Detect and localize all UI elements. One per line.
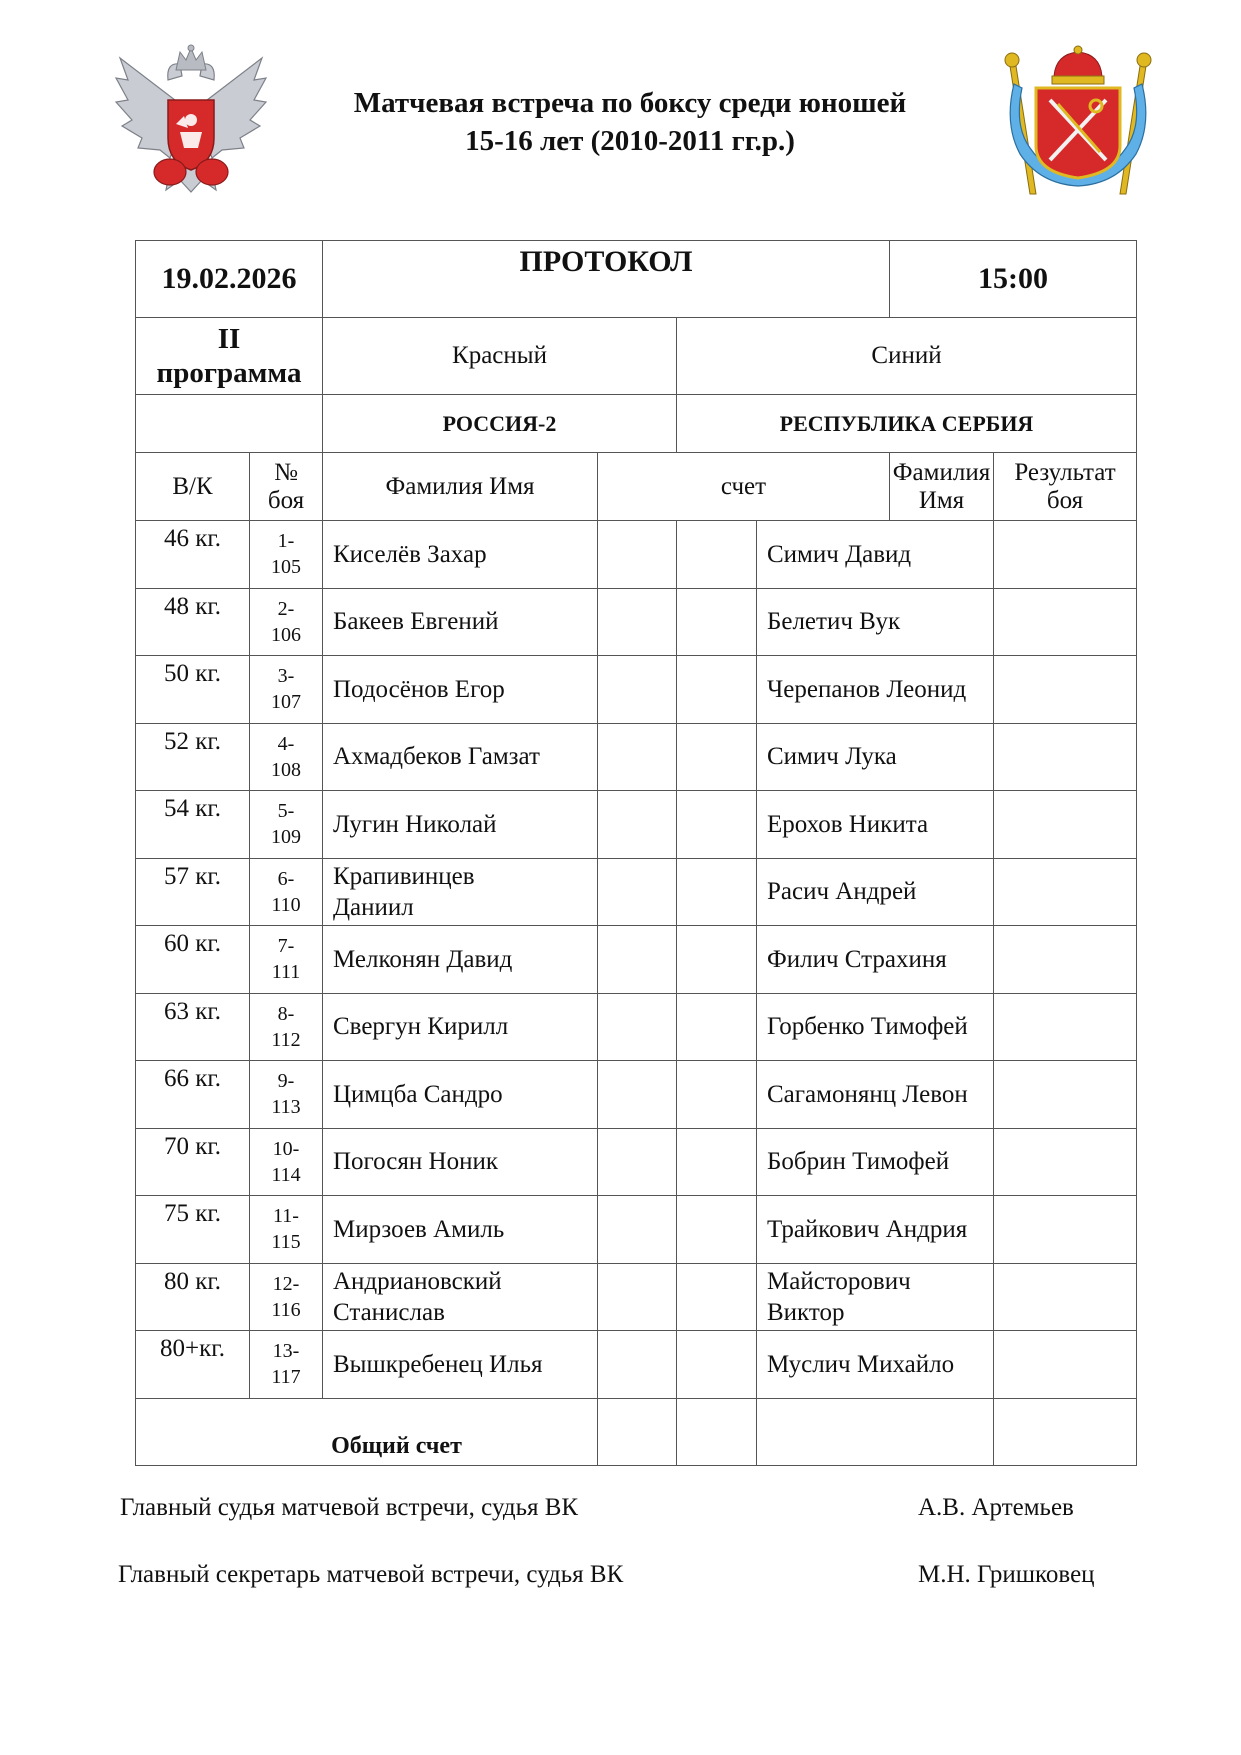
blue-boxer-name — [757, 993, 994, 1061]
col-red-name-header: Фамилия Имя — [323, 453, 598, 521]
russia-boxing-federation-emblem-icon — [110, 40, 272, 200]
blue-boxer-name — [757, 1061, 994, 1129]
bout-row — [136, 993, 1137, 1061]
col-score-header: счет — [598, 453, 890, 521]
bout-number — [250, 1128, 323, 1196]
red-boxer-name — [323, 656, 598, 724]
blue-boxer-name-line1: Симич Давид — [767, 540, 912, 568]
blue-team-name: РЕСПУБЛИКА СЕРБИЯ — [677, 395, 1137, 453]
blue-boxer-name — [757, 723, 994, 791]
chief-judge-name: А.В. Артемьев — [918, 1494, 1074, 1521]
total-score-red-b — [677, 1398, 757, 1465]
total-score-label: Общий счет — [136, 1398, 598, 1465]
score-red-b — [677, 656, 757, 724]
weight-class: 60 кг. — [136, 926, 250, 994]
bout-number-line1: 2- — [277, 597, 295, 620]
red-corner-label: Красный — [323, 318, 677, 395]
red-boxer-name — [323, 1331, 598, 1399]
red-boxer-name — [323, 926, 598, 994]
score-red-a — [598, 993, 677, 1061]
red-boxer-name-line1: Киселёв Захар — [333, 540, 487, 568]
chief-secretary-name: М.Н. Гришковец — [918, 1561, 1095, 1588]
total-score-red-a — [598, 1398, 677, 1465]
blue-boxer-name — [757, 926, 994, 994]
title-line-2: 15-16 лет (2010-2011 гг.р.) — [465, 125, 795, 157]
bout-number-line2: 116 — [271, 1298, 301, 1321]
weight-class: 70 кг. — [136, 1128, 250, 1196]
bout-number — [250, 791, 323, 859]
bout-number-line1: 12- — [272, 1272, 300, 1295]
weight-class: 80 кг. — [136, 1263, 250, 1331]
bout-result — [994, 1128, 1137, 1196]
blue-boxer-name — [757, 656, 994, 724]
red-boxer-name — [323, 1128, 598, 1196]
red-boxer-name-line1: Цимцба Сандро — [333, 1080, 503, 1108]
score-red-a — [598, 588, 677, 656]
bout-number-line2: 106 — [271, 623, 301, 646]
bout-number-line2: 110 — [271, 893, 301, 916]
red-boxer-name-line1: Подосёнов Егор — [333, 675, 505, 703]
bout-row — [136, 588, 1137, 656]
col-weight-header: В/К — [136, 453, 250, 521]
bout-result — [994, 656, 1137, 724]
blue-boxer-name-line1: Ерохов Никита — [767, 810, 929, 838]
col-bout-header-line2: боя — [267, 486, 305, 514]
weight-class: 54 кг. — [136, 791, 250, 859]
col-result-header-line2: боя — [1046, 486, 1084, 514]
weight-class: 52 кг. — [136, 723, 250, 791]
blue-boxer-name-line1: Филич Страхиня — [767, 945, 947, 973]
bout-result — [994, 1331, 1137, 1399]
blue-boxer-name-line1: Трайкович Андрия — [767, 1215, 968, 1243]
bout-number-line1: 4- — [277, 732, 295, 755]
bout-number-line2: 105 — [271, 556, 301, 579]
blue-boxer-name — [757, 791, 994, 859]
saint-petersburg-coat-of-arms-icon — [1000, 44, 1156, 200]
score-red-b — [677, 521, 757, 589]
bout-number — [250, 1061, 323, 1129]
red-boxer-name — [323, 723, 598, 791]
weight-class: 46 кг. — [136, 521, 250, 589]
protocol-table — [135, 240, 1137, 1466]
blue-boxer-name-line1: Муслич Михайло — [767, 1350, 955, 1378]
total-score-blue — [757, 1398, 994, 1465]
program-number: II — [217, 323, 241, 355]
red-boxer-name — [323, 1263, 598, 1331]
red-boxer-name — [323, 858, 598, 926]
bout-row — [136, 1263, 1137, 1331]
bout-number-line2: 109 — [271, 826, 301, 849]
red-boxer-name-line1: Мелконян Давид — [333, 945, 513, 973]
blue-boxer-name-line2: Виктор — [767, 1298, 845, 1326]
blue-boxer-name — [757, 1263, 994, 1331]
score-red-a — [598, 1331, 677, 1399]
weight-class: 66 кг. — [136, 1061, 250, 1129]
red-boxer-name-line1: Вышкребенец Илья — [333, 1350, 543, 1378]
protocol-title: ПРОТОКОЛ — [323, 241, 890, 318]
bout-result — [994, 588, 1137, 656]
bout-number — [250, 993, 323, 1061]
score-red-a — [598, 521, 677, 589]
bout-result — [994, 723, 1137, 791]
blue-corner-label: Синий — [677, 318, 1137, 395]
bout-number — [250, 858, 323, 926]
bout-row — [136, 1061, 1137, 1129]
score-red-a — [598, 926, 677, 994]
blue-boxer-name — [757, 1331, 994, 1399]
bout-row — [136, 791, 1137, 859]
red-boxer-name-line2: Даниил — [333, 893, 414, 921]
bout-row — [136, 656, 1137, 724]
bout-number — [250, 1263, 323, 1331]
blue-boxer-name-line1: Черепанов Леонид — [767, 675, 967, 703]
chief-secretary-role: Главный секретарь матчевой встречи, судья ВК — [118, 1561, 624, 1588]
bout-number-line1: 9- — [277, 1070, 295, 1093]
score-red-b — [677, 926, 757, 994]
red-boxer-name-line1: Лугин Николай — [333, 810, 497, 838]
program-label — [136, 318, 323, 395]
red-boxer-name — [323, 791, 598, 859]
red-boxer-name-line1: Ахмадбеков Гамзат — [333, 743, 540, 771]
score-red-a — [598, 656, 677, 724]
red-boxer-name-line2: Станислав — [333, 1298, 445, 1326]
score-red-a — [598, 723, 677, 791]
bout-number — [250, 926, 323, 994]
bout-number-line1: 7- — [277, 935, 295, 958]
score-red-b — [677, 858, 757, 926]
bout-number-line1: 6- — [277, 867, 295, 890]
protocol-time: 15:00 — [890, 241, 1137, 318]
blue-boxer-name-line1: Бобрин Тимофей — [767, 1148, 950, 1176]
blue-boxer-name — [757, 588, 994, 656]
score-red-b — [677, 1196, 757, 1264]
score-red-b — [677, 1061, 757, 1129]
col-result-header-line1: Результат — [1014, 458, 1116, 486]
weight-class: 63 кг. — [136, 993, 250, 1061]
weight-class: 75 кг. — [136, 1196, 250, 1264]
bout-result — [994, 1061, 1137, 1129]
bout-row — [136, 1128, 1137, 1196]
red-team-name: РОССИЯ-2 — [323, 395, 677, 453]
bout-number-line2: 111 — [271, 961, 301, 984]
bout-number-line2: 108 — [271, 758, 301, 781]
blue-boxer-name-line1: Расич Андрей — [767, 878, 917, 906]
bout-result — [994, 1196, 1137, 1264]
bout-number — [250, 1196, 323, 1264]
blue-boxer-name — [757, 521, 994, 589]
blue-boxer-name-line1: Майсторович — [767, 1267, 911, 1295]
red-boxer-name-line1: Погосян Нoник — [333, 1148, 498, 1176]
blue-boxer-name — [757, 1196, 994, 1264]
red-boxer-name-line1: Бакеев Евгений — [333, 608, 499, 636]
empty-cell — [136, 395, 323, 453]
red-boxer-name-line1: Мирзоев Амиль — [333, 1215, 505, 1243]
score-red-b — [677, 791, 757, 859]
blue-boxer-name-line1: Сагамонянц Левон — [767, 1080, 968, 1108]
col-blue-name-header: Фамилия Имя — [890, 453, 994, 521]
red-boxer-name-line1: Крапивинцев — [333, 862, 475, 890]
red-boxer-name-line1: Свергун Кирилл — [333, 1013, 509, 1041]
bout-number — [250, 723, 323, 791]
bout-number-line1: 11- — [273, 1205, 299, 1228]
bout-row — [136, 521, 1137, 589]
document-title — [280, 84, 980, 160]
col-bout-header-line1: № — [274, 458, 298, 486]
bout-row — [136, 858, 1137, 926]
bout-number-line2: 107 — [271, 691, 301, 714]
weight-class: 48 кг. — [136, 588, 250, 656]
bout-result — [994, 858, 1137, 926]
bout-number-line2: 113 — [271, 1096, 301, 1119]
col-bout-header — [250, 453, 323, 521]
score-red-b — [677, 723, 757, 791]
total-result — [994, 1398, 1137, 1465]
bout-row — [136, 1331, 1137, 1399]
program-word: программа — [156, 357, 302, 389]
score-red-a — [598, 1196, 677, 1264]
bout-result — [994, 926, 1137, 994]
bout-number-line2: 114 — [271, 1163, 301, 1186]
blue-boxer-name-line1: Горбенко Тимофей — [767, 1013, 968, 1041]
bout-result — [994, 993, 1137, 1061]
score-red-a — [598, 791, 677, 859]
red-boxer-name — [323, 521, 598, 589]
weight-class: 80+кг. — [136, 1331, 250, 1399]
bout-number-line2: 112 — [271, 1028, 301, 1051]
bout-number-line1: 1- — [277, 530, 295, 553]
red-boxer-name — [323, 993, 598, 1061]
blue-boxer-name-line1: Симич Лука — [767, 743, 897, 771]
blue-boxer-name-line1: Белетич Вук — [767, 608, 901, 636]
bout-result — [994, 791, 1137, 859]
score-red-a — [598, 1263, 677, 1331]
bout-number-line1: 8- — [277, 1002, 295, 1025]
score-red-b — [677, 588, 757, 656]
weight-class: 57 кг. — [136, 858, 250, 926]
bout-number — [250, 521, 323, 589]
blue-boxer-name — [757, 858, 994, 926]
score-red-b — [677, 993, 757, 1061]
bout-result — [994, 1263, 1137, 1331]
bout-number-line2: 117 — [271, 1366, 301, 1389]
title-line-1: Матчевая встреча по боксу среди юношей — [353, 87, 907, 119]
col-result-header — [994, 453, 1137, 521]
bout-result — [994, 521, 1137, 589]
bout-number — [250, 656, 323, 724]
score-red-a — [598, 1128, 677, 1196]
red-boxer-name — [323, 588, 598, 656]
bout-number-line2: 115 — [271, 1231, 301, 1254]
score-red-b — [677, 1331, 757, 1399]
bout-rows — [136, 521, 1137, 1399]
bout-row — [136, 1196, 1137, 1264]
protocol-date: 19.02.2026 — [136, 241, 323, 318]
bout-number-line1: 10- — [272, 1137, 300, 1160]
bout-number — [250, 1331, 323, 1399]
bout-number-line1: 3- — [277, 665, 295, 688]
bout-row — [136, 723, 1137, 791]
bout-row — [136, 926, 1137, 994]
bout-number-line1: 13- — [272, 1340, 300, 1363]
red-boxer-name — [323, 1061, 598, 1129]
red-boxer-name-line1: Андриановский — [333, 1267, 502, 1295]
score-red-b — [677, 1263, 757, 1331]
score-red-a — [598, 858, 677, 926]
score-red-b — [677, 1128, 757, 1196]
score-red-a — [598, 1061, 677, 1129]
bout-number — [250, 588, 323, 656]
weight-class: 50 кг. — [136, 656, 250, 724]
bout-number-line1: 5- — [277, 800, 295, 823]
chief-judge-role: Главный судья матчевой встречи, судья ВК — [120, 1494, 579, 1521]
red-boxer-name — [323, 1196, 598, 1264]
blue-boxer-name — [757, 1128, 994, 1196]
